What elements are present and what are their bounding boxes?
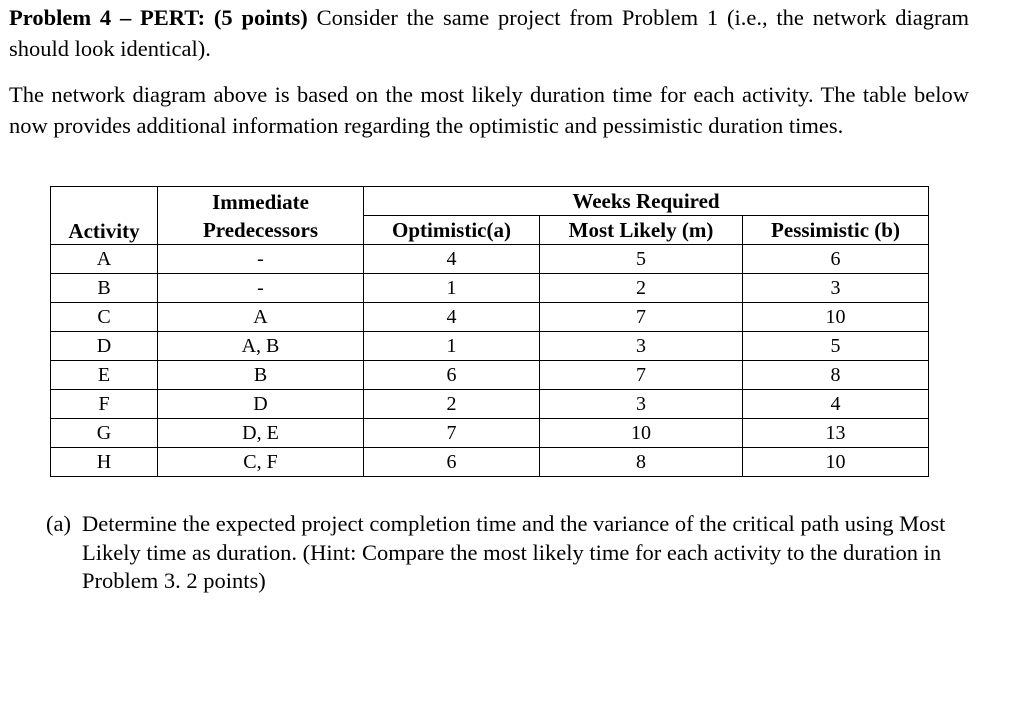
cell-pessimistic: 10 xyxy=(743,448,929,477)
table-body xyxy=(51,245,929,477)
header-predecessors-line1: Immediate xyxy=(212,189,309,214)
cell-optimistic: 4 xyxy=(364,303,540,332)
header-most-likely: Most Likely (m) xyxy=(540,216,743,245)
table-row xyxy=(51,390,929,419)
cell-pessimistic: 5 xyxy=(743,332,929,361)
header-activity: Activity xyxy=(51,187,158,245)
cell-predecessors: C, F xyxy=(158,448,364,477)
cell-pessimistic: 6 xyxy=(743,245,929,274)
problem-heading: Problem 4 – PERT: (5 points) xyxy=(9,5,308,30)
cell-predecessors: D xyxy=(158,390,364,419)
cell-predecessors: - xyxy=(158,245,364,274)
header-pessimistic: Pessimistic (b) xyxy=(743,216,929,245)
cell-optimistic: 6 xyxy=(364,448,540,477)
cell-activity: A xyxy=(51,245,158,274)
cell-most-likely: 7 xyxy=(540,361,743,390)
problem-intro: Consider the same project from Problem 1 (i.e., the network diagram should look identical). xyxy=(9,5,970,61)
cell-activity: F xyxy=(51,390,158,419)
cell-pessimistic: 4 xyxy=(743,390,929,419)
header-row-1 xyxy=(51,187,929,216)
header-predecessors xyxy=(158,187,364,245)
cell-activity: D xyxy=(51,332,158,361)
table-row xyxy=(51,303,929,332)
header-weeks-required: Weeks Required xyxy=(364,187,929,216)
table-description: The network diagram above is based on the most likely duration time for each activity. The table below now provides additional information regarding the optimistic and pessimistic duration times. xyxy=(9,82,969,138)
question-a-label: (a) xyxy=(46,511,71,536)
cell-most-likely: 7 xyxy=(540,303,743,332)
cell-most-likely: 3 xyxy=(540,332,743,361)
table-row xyxy=(51,448,929,477)
question-a-text: Determine the expected project completion time and the variance of the critical path using Most Likely time as duration. (Hint: Compare the most likely time for each activity to the duration in Problem 3. 2 points) xyxy=(82,511,946,593)
cell-predecessors: B xyxy=(158,361,364,390)
cell-most-likely: 5 xyxy=(540,245,743,274)
cell-activity: H xyxy=(51,448,158,477)
cell-most-likely: 3 xyxy=(540,390,743,419)
cell-predecessors: A xyxy=(158,303,364,332)
cell-predecessors: D, E xyxy=(158,419,364,448)
cell-activity: G xyxy=(51,419,158,448)
cell-activity: E xyxy=(51,361,158,390)
table-row xyxy=(51,419,929,448)
cell-optimistic: 1 xyxy=(364,332,540,361)
cell-activity: C xyxy=(51,303,158,332)
cell-pessimistic: 8 xyxy=(743,361,929,390)
cell-pessimistic: 13 xyxy=(743,419,929,448)
cell-activity: B xyxy=(51,274,158,303)
cell-most-likely: 10 xyxy=(540,419,743,448)
problem-statement xyxy=(9,2,969,64)
cell-optimistic: 6 xyxy=(364,361,540,390)
cell-predecessors: - xyxy=(158,274,364,303)
cell-optimistic: 4 xyxy=(364,245,540,274)
header-predecessors-line2: Predecessors xyxy=(202,217,319,242)
question-a xyxy=(46,510,971,596)
cell-predecessors: A, B xyxy=(158,332,364,361)
table-row xyxy=(51,332,929,361)
cell-optimistic: 7 xyxy=(364,419,540,448)
table-row xyxy=(51,274,929,303)
pert-table xyxy=(50,186,929,477)
header-optimistic: Optimistic(a) xyxy=(364,216,540,245)
table-row xyxy=(51,245,929,274)
cell-optimistic: 2 xyxy=(364,390,540,419)
table-row xyxy=(51,361,929,390)
cell-pessimistic: 10 xyxy=(743,303,929,332)
cell-pessimistic: 3 xyxy=(743,274,929,303)
cell-most-likely: 2 xyxy=(540,274,743,303)
cell-optimistic: 1 xyxy=(364,274,540,303)
cell-most-likely: 8 xyxy=(540,448,743,477)
